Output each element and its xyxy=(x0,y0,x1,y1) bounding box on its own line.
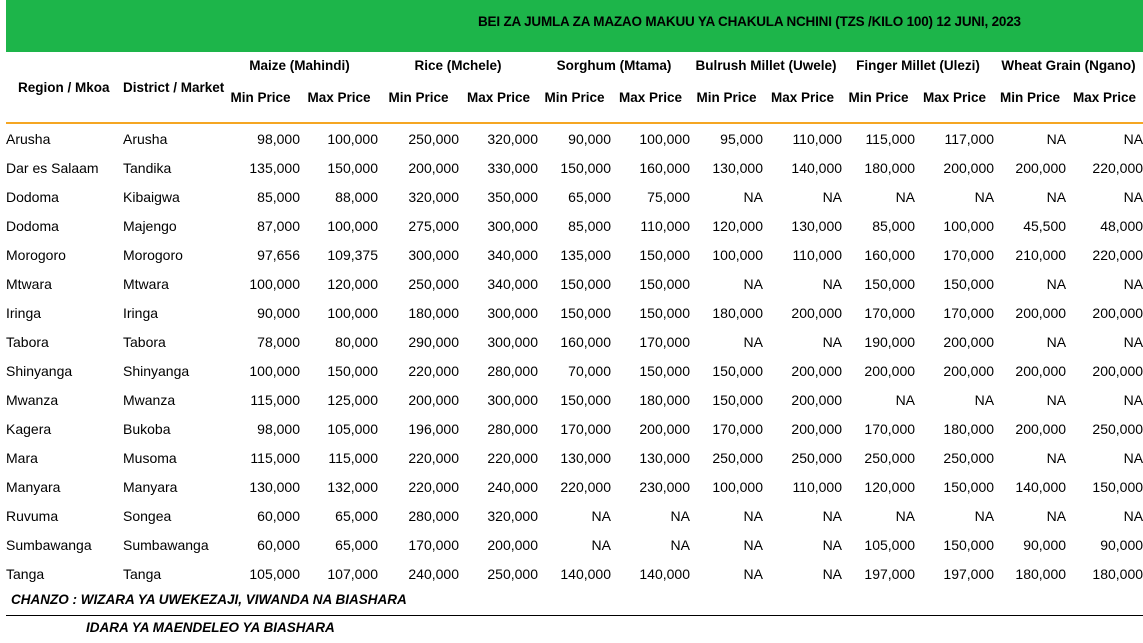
table-row xyxy=(6,182,1143,211)
price-cell: 300,000 xyxy=(487,333,538,350)
price-cell: 110,000 xyxy=(792,246,843,263)
price-cell: 220,000 xyxy=(408,449,459,466)
table-row xyxy=(6,414,1143,443)
price-table-body xyxy=(6,123,1143,588)
price-cell: NA xyxy=(895,507,916,524)
price-cell: 220,000 xyxy=(1092,159,1143,176)
district-cell: Majengo xyxy=(123,217,177,234)
price-cell: 200,000 xyxy=(791,304,843,321)
max-price-header: Max Price xyxy=(618,90,683,105)
price-cell: 170,000 xyxy=(639,333,690,350)
price-cell: 100,000 xyxy=(327,304,378,321)
price-cell: 200,000 xyxy=(791,420,843,437)
price-cell: 190,000 xyxy=(864,333,916,350)
price-cell: 45,500 xyxy=(1023,217,1067,234)
price-cell: NA xyxy=(591,507,611,524)
price-cell: 200,000 xyxy=(943,159,995,176)
source-note: CHANZO : WIZARA YA UWEKEZAJI, VIWANDA NA BIASHARA xyxy=(11,592,407,607)
price-cell: 230,000 xyxy=(639,478,690,495)
price-cell: NA xyxy=(974,188,995,205)
price-cell: 95,000 xyxy=(720,130,763,147)
price-cell: 180,000 xyxy=(639,391,690,408)
price-cell: 200,000 xyxy=(1015,159,1067,176)
price-cell: NA xyxy=(1123,130,1143,147)
price-cell: 150,000 xyxy=(943,275,995,292)
table-row xyxy=(6,559,1143,588)
price-cell: 200,000 xyxy=(864,362,916,379)
price-cell: 160,000 xyxy=(864,246,916,263)
price-cell: 60,000 xyxy=(257,507,300,524)
district-cell: Tanga xyxy=(123,565,162,582)
price-cell: 200,000 xyxy=(1015,420,1067,437)
price-cell: 200,000 xyxy=(1092,362,1143,379)
max-price-header: Max Price xyxy=(466,90,531,105)
region-cell: Mwanza xyxy=(6,391,59,408)
price-table xyxy=(6,52,1143,588)
price-cell: 200,000 xyxy=(408,391,459,408)
region-cell: Shinyanga xyxy=(6,362,73,379)
price-cell: 130,000 xyxy=(712,159,763,176)
price-cell: NA xyxy=(822,565,843,582)
price-cell: 150,000 xyxy=(943,478,995,495)
price-cell: NA xyxy=(1046,449,1067,466)
price-cell: 110,000 xyxy=(792,478,843,495)
district-header: District / Market xyxy=(123,79,225,95)
price-cell: NA xyxy=(974,391,995,408)
price-cell: 100,000 xyxy=(712,478,763,495)
price-cell: 105,000 xyxy=(864,536,916,553)
price-cell: 197,000 xyxy=(864,565,916,582)
price-cell: 200,000 xyxy=(487,536,538,553)
price-cell: 150,000 xyxy=(560,391,611,408)
max-price-header: Max Price xyxy=(770,90,835,105)
price-cell: 200,000 xyxy=(408,159,459,176)
region-cell: Mara xyxy=(6,449,38,466)
price-cell: 100,000 xyxy=(943,217,995,234)
price-cell: NA xyxy=(1123,188,1143,205)
price-cell: 197,000 xyxy=(943,565,995,582)
district-cell: Iringa xyxy=(123,304,159,321)
price-cell: 100,000 xyxy=(712,246,763,263)
min-price-header: Min Price xyxy=(696,90,757,105)
price-cell: NA xyxy=(743,565,763,582)
price-cell: 330,000 xyxy=(487,159,538,176)
price-cell: 150,000 xyxy=(1092,478,1143,495)
district-cell: Mtwara xyxy=(123,275,169,292)
price-cell: 150,000 xyxy=(712,391,763,408)
price-cell: 150,000 xyxy=(327,362,378,379)
price-cell: NA xyxy=(1123,275,1143,292)
min-price-header: Min Price xyxy=(848,90,909,105)
price-cell: 100,000 xyxy=(327,217,378,234)
price-cell: NA xyxy=(670,536,690,553)
price-cell: 180,000 xyxy=(864,159,916,176)
price-cell: 250,000 xyxy=(408,275,459,292)
price-cell: NA xyxy=(1046,188,1067,205)
price-cell: 150,000 xyxy=(327,159,378,176)
price-cell: 320,000 xyxy=(408,188,459,205)
region-cell: Dar es Salaam xyxy=(6,159,99,176)
price-cell: 130,000 xyxy=(249,478,300,495)
price-cell: NA xyxy=(895,391,916,408)
min-price-header: Min Price xyxy=(544,90,605,105)
price-cell: 200,000 xyxy=(1015,304,1067,321)
table-row xyxy=(6,385,1143,414)
price-cell: 97,656 xyxy=(257,246,300,263)
price-cell: NA xyxy=(1123,391,1143,408)
crop-header-sorghum: Sorghum (Mtama) xyxy=(556,58,672,73)
price-cell: 100,000 xyxy=(639,130,690,147)
price-cell: 250,000 xyxy=(791,449,843,466)
price-cell: NA xyxy=(743,507,763,524)
table-row xyxy=(6,240,1143,269)
price-cell: NA xyxy=(1123,333,1143,350)
price-cell: 85,000 xyxy=(872,217,916,234)
price-cell: 140,000 xyxy=(791,159,843,176)
region-cell: Sumbawanga xyxy=(6,536,92,553)
district-cell: Morogoro xyxy=(123,246,183,263)
price-cell: 170,000 xyxy=(943,304,995,321)
price-cell: 340,000 xyxy=(487,246,538,263)
price-cell: 135,000 xyxy=(249,159,300,176)
price-cell: 85,000 xyxy=(568,217,611,234)
price-cell: 250,000 xyxy=(1092,420,1143,437)
price-cell: 60,000 xyxy=(257,536,300,553)
price-cell: NA xyxy=(822,188,843,205)
price-cell: 300,000 xyxy=(487,391,538,408)
price-cell: NA xyxy=(591,536,611,553)
price-cell: 200,000 xyxy=(639,420,690,437)
table-row xyxy=(6,211,1143,240)
district-cell: Sumbawanga xyxy=(123,536,209,553)
price-cell: NA xyxy=(1046,333,1067,350)
price-cell: NA xyxy=(743,536,763,553)
price-cell: NA xyxy=(822,536,843,553)
table-row xyxy=(6,356,1143,385)
price-cell: 300,000 xyxy=(487,217,538,234)
price-cell: 170,000 xyxy=(864,304,916,321)
title-banner xyxy=(6,0,1143,52)
price-cell: NA xyxy=(1046,130,1067,147)
price-cell: 150,000 xyxy=(560,275,611,292)
price-cell: 220,000 xyxy=(408,362,459,379)
price-cell: 120,000 xyxy=(864,478,916,495)
price-cell: 140,000 xyxy=(560,565,611,582)
region-header: Region / Mkoa xyxy=(18,79,110,95)
price-cell: 290,000 xyxy=(408,333,459,350)
district-cell: Songea xyxy=(123,507,172,524)
price-cell: 100,000 xyxy=(249,275,300,292)
price-cell: 115,000 xyxy=(865,130,916,147)
table-row xyxy=(6,530,1143,559)
price-cell: 115,000 xyxy=(250,391,300,408)
price-cell: 90,000 xyxy=(1100,536,1143,553)
price-cell: NA xyxy=(1123,507,1143,524)
price-cell: 115,000 xyxy=(328,449,378,466)
price-cell: 120,000 xyxy=(712,217,763,234)
district-cell: Tabora xyxy=(123,333,166,350)
footer-divider xyxy=(6,615,1143,616)
table-row xyxy=(6,501,1143,530)
price-cell: 150,000 xyxy=(864,275,916,292)
region-cell: Dodoma xyxy=(6,188,59,205)
district-cell: Mwanza xyxy=(123,391,176,408)
price-cell: 80,000 xyxy=(335,333,378,350)
price-cell: 200,000 xyxy=(1092,304,1143,321)
price-cell: 110,000 xyxy=(640,217,690,234)
price-cell: 105,000 xyxy=(249,565,300,582)
price-cell: 65,000 xyxy=(335,507,378,524)
price-cell: 300,000 xyxy=(408,246,459,263)
price-cell: 100,000 xyxy=(327,130,378,147)
price-cell: 170,000 xyxy=(712,420,763,437)
price-cell: 109,375 xyxy=(327,246,378,263)
price-cell: 98,000 xyxy=(257,420,300,437)
price-cell: 87,000 xyxy=(257,217,300,234)
price-cell: 280,000 xyxy=(487,362,538,379)
min-price-header: Min Price xyxy=(388,90,449,105)
price-cell: 85,000 xyxy=(257,188,300,205)
district-cell: Tandika xyxy=(123,159,172,176)
price-cell: 160,000 xyxy=(639,159,690,176)
price-cell: 250,000 xyxy=(864,449,916,466)
price-cell: 200,000 xyxy=(791,391,843,408)
min-price-header: Min Price xyxy=(1000,90,1061,105)
region-cell: Tabora xyxy=(6,333,49,350)
price-cell: 210,000 xyxy=(1015,246,1067,263)
price-cell: NA xyxy=(895,188,916,205)
price-cell: NA xyxy=(822,275,843,292)
price-cell: 90,000 xyxy=(257,304,300,321)
price-cell: 180,000 xyxy=(408,304,459,321)
max-price-header: Max Price xyxy=(1073,90,1137,105)
price-cell: 200,000 xyxy=(1015,362,1067,379)
price-cell: 88,000 xyxy=(335,188,378,205)
price-cell: 135,000 xyxy=(560,246,611,263)
price-cell: 130,000 xyxy=(791,217,843,234)
price-cell: 240,000 xyxy=(408,565,459,582)
price-cell: 180,000 xyxy=(1015,565,1067,582)
price-cell: 100,000 xyxy=(249,362,300,379)
district-cell: Kibaigwa xyxy=(123,188,180,205)
price-cell: 125,000 xyxy=(327,391,378,408)
price-cell: 120,000 xyxy=(327,275,378,292)
price-cell: NA xyxy=(743,188,763,205)
price-cell: NA xyxy=(743,333,763,350)
region-cell: Manyara xyxy=(6,478,61,495)
price-cell: 150,000 xyxy=(943,536,995,553)
price-cell: 150,000 xyxy=(712,362,763,379)
price-cell: 132,000 xyxy=(327,478,378,495)
price-cell: 280,000 xyxy=(408,507,459,524)
table-row xyxy=(6,443,1143,472)
crop-header-rice: Rice (Mchele) xyxy=(414,58,502,73)
price-cell: 250,000 xyxy=(943,449,995,466)
price-cell: 110,000 xyxy=(792,130,843,147)
table-row xyxy=(6,269,1143,298)
price-cell: 220,000 xyxy=(487,449,538,466)
max-price-header: Max Price xyxy=(923,90,987,105)
price-cell: 130,000 xyxy=(639,449,690,466)
price-cell: 220,000 xyxy=(1092,246,1143,263)
table-row xyxy=(6,472,1143,501)
price-cell: 200,000 xyxy=(943,333,995,350)
price-cell: 320,000 xyxy=(487,130,538,147)
table-row xyxy=(6,327,1143,356)
price-cell: 78,000 xyxy=(257,333,300,350)
price-cell: 75,000 xyxy=(647,188,690,205)
price-cell: 300,000 xyxy=(487,304,538,321)
district-cell: Manyara xyxy=(123,478,178,495)
price-cell: 275,000 xyxy=(408,217,459,234)
max-price-header: Max Price xyxy=(307,90,371,105)
price-cell: 150,000 xyxy=(639,275,690,292)
price-cell: NA xyxy=(743,275,763,292)
price-cell: 250,000 xyxy=(712,449,763,466)
price-cell: 150,000 xyxy=(639,304,690,321)
price-cell: 350,000 xyxy=(487,188,538,205)
price-cell: 65,000 xyxy=(335,536,378,553)
price-cell: NA xyxy=(1046,391,1067,408)
price-cell: 170,000 xyxy=(408,536,459,553)
price-cell: 65,000 xyxy=(568,188,611,205)
district-cell: Musoma xyxy=(123,449,177,466)
price-cell: 280,000 xyxy=(487,420,538,437)
price-cell: 107,000 xyxy=(327,565,378,582)
price-cell: 150,000 xyxy=(560,304,611,321)
price-cell: 170,000 xyxy=(560,420,611,437)
price-cell: 170,000 xyxy=(864,420,916,437)
min-price-header: Min Price xyxy=(230,90,291,105)
price-cell: 150,000 xyxy=(639,362,690,379)
price-cell: 196,000 xyxy=(408,420,459,437)
price-cell: 170,000 xyxy=(943,246,995,263)
price-cell: NA xyxy=(822,333,843,350)
price-cell: 90,000 xyxy=(1023,536,1067,553)
crop-header-finger-millet: Finger Millet (Ulezi) xyxy=(856,58,980,73)
price-cell: NA xyxy=(670,507,690,524)
district-cell: Bukoba xyxy=(123,420,171,437)
price-cell: 117,000 xyxy=(944,130,995,147)
price-cell: 70,000 xyxy=(568,362,611,379)
price-cell: 150,000 xyxy=(560,159,611,176)
price-cell: 48,000 xyxy=(1100,217,1143,234)
department-note: IDARA YA MAENDELEO YA BIASHARA xyxy=(86,620,335,635)
district-cell: Shinyanga xyxy=(123,362,190,379)
region-cell: Mtwara xyxy=(6,275,52,292)
price-cell: 160,000 xyxy=(560,333,611,350)
region-cell: Morogoro xyxy=(6,246,66,263)
table-row xyxy=(6,153,1143,182)
table-row xyxy=(6,123,1143,153)
crop-header-row xyxy=(6,52,1143,73)
price-cell: 180,000 xyxy=(943,420,995,437)
price-cell: NA xyxy=(1123,449,1143,466)
price-cell: 180,000 xyxy=(1092,565,1143,582)
region-cell: Ruvuma xyxy=(6,507,59,524)
region-cell: Arusha xyxy=(6,130,51,147)
price-cell: 105,000 xyxy=(327,420,378,437)
region-cell: Dodoma xyxy=(6,217,59,234)
region-cell: Iringa xyxy=(6,304,42,321)
price-cell: NA xyxy=(1046,275,1067,292)
price-cell: 320,000 xyxy=(487,507,538,524)
crop-header-maize: Maize (Mahindi) xyxy=(249,58,350,73)
district-cell: Arusha xyxy=(123,130,168,147)
price-cell: 250,000 xyxy=(408,130,459,147)
price-cell: 200,000 xyxy=(943,362,995,379)
price-cell: 98,000 xyxy=(257,130,300,147)
region-cell: Tanga xyxy=(6,565,45,582)
table-title: BEI ZA JUMLA ZA MAZAO MAKUU YA CHAKULA NCHINI (TZS /KILO 100) 12 JUNI, 2023 xyxy=(478,14,1021,29)
price-cell: 220,000 xyxy=(408,478,459,495)
price-cell: 140,000 xyxy=(639,565,690,582)
price-cell: 340,000 xyxy=(487,275,538,292)
price-cell: 180,000 xyxy=(712,304,763,321)
price-cell: NA xyxy=(1046,507,1067,524)
price-cell: 90,000 xyxy=(568,130,611,147)
price-cell: 250,000 xyxy=(487,565,538,582)
crop-header-wheat: Wheat Grain (Ngano) xyxy=(1001,58,1136,73)
table-row xyxy=(6,298,1143,327)
price-cell: 130,000 xyxy=(560,449,611,466)
price-cell: NA xyxy=(822,507,843,524)
price-cell: 240,000 xyxy=(487,478,538,495)
price-cell: 220,000 xyxy=(560,478,611,495)
price-cell: 150,000 xyxy=(639,246,690,263)
price-cell: 115,000 xyxy=(250,449,300,466)
price-cell: 200,000 xyxy=(791,362,843,379)
price-cell: 140,000 xyxy=(1015,478,1067,495)
price-cell: NA xyxy=(974,507,995,524)
region-cell: Kagera xyxy=(6,420,52,437)
crop-header-bulrush-millet: Bulrush Millet (Uwele) xyxy=(695,58,837,73)
